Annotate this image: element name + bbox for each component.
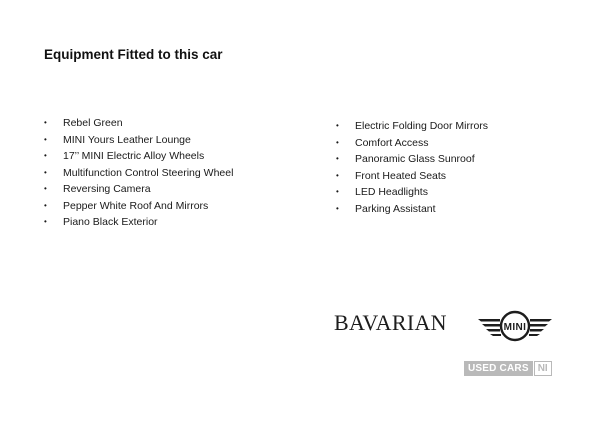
equipment-item-label: Piano Black Exterior (63, 216, 158, 228)
bullet-icon: • (44, 167, 47, 177)
list-item (44, 115, 233, 132)
page-title: Equipment Fitted to this car (44, 47, 223, 62)
equipment-item-label: MINI Yours Leather Lounge (63, 133, 191, 146)
left-wing-icon (478, 319, 501, 336)
bullet-icon: • (336, 170, 339, 180)
list-item (44, 214, 233, 231)
bullet-icon: • (336, 154, 339, 163)
list-item (44, 148, 233, 165)
bullet-icon: • (44, 217, 47, 226)
bullet-icon: • (44, 134, 47, 144)
list-item (44, 181, 233, 198)
mini-wings-logo-icon (476, 306, 554, 346)
list-item (336, 118, 488, 135)
bullet-icon: • (44, 200, 47, 210)
bullet-icon: • (336, 137, 339, 147)
used-cars-label: USED CARS (464, 361, 533, 376)
mini-logo-text: MINI (503, 321, 527, 333)
equipment-item-label: Rebel Green (63, 117, 123, 129)
equipment-item-label: Pepper White Roof And Mirrors (63, 199, 209, 212)
equipment-item-label: 17’’ MINI Electric Alloy Wheels (63, 150, 205, 162)
equipment-item-label: Panoramic Glass Sunroof (355, 153, 475, 165)
bullet-icon: • (44, 118, 47, 127)
equipment-item-label: Front Heated Seats (355, 169, 447, 182)
equipment-item-label: Multifunction Control Steering Wheel (63, 166, 234, 179)
right-wing-icon (529, 319, 552, 336)
list-item (44, 132, 233, 149)
region-label: NI (534, 361, 552, 376)
equipment-item-label: Comfort Access (355, 136, 429, 149)
equipment-item-label: Parking Assistant (355, 202, 436, 215)
list-item (336, 184, 488, 201)
bullet-icon: • (44, 184, 47, 193)
bullet-icon: • (44, 151, 47, 160)
list-item (44, 165, 233, 182)
equipment-item-label: LED Headlights (355, 186, 428, 198)
bullet-icon: • (336, 187, 339, 196)
bullet-icon: • (336, 121, 339, 130)
equipment-list-right (336, 118, 488, 217)
list-item (336, 168, 488, 185)
used-cars-badge (464, 361, 552, 376)
bullet-icon: • (336, 203, 339, 213)
list-item (336, 135, 488, 152)
list-item (336, 201, 488, 218)
equipment-list-left (44, 115, 233, 231)
equipment-item-label: Electric Folding Door Mirrors (355, 120, 489, 132)
equipment-item-label: Reversing Camera (63, 183, 151, 195)
dealer-name-logo: BAVARIAN (334, 310, 447, 335)
list-item (44, 198, 233, 215)
list-item (336, 151, 488, 168)
